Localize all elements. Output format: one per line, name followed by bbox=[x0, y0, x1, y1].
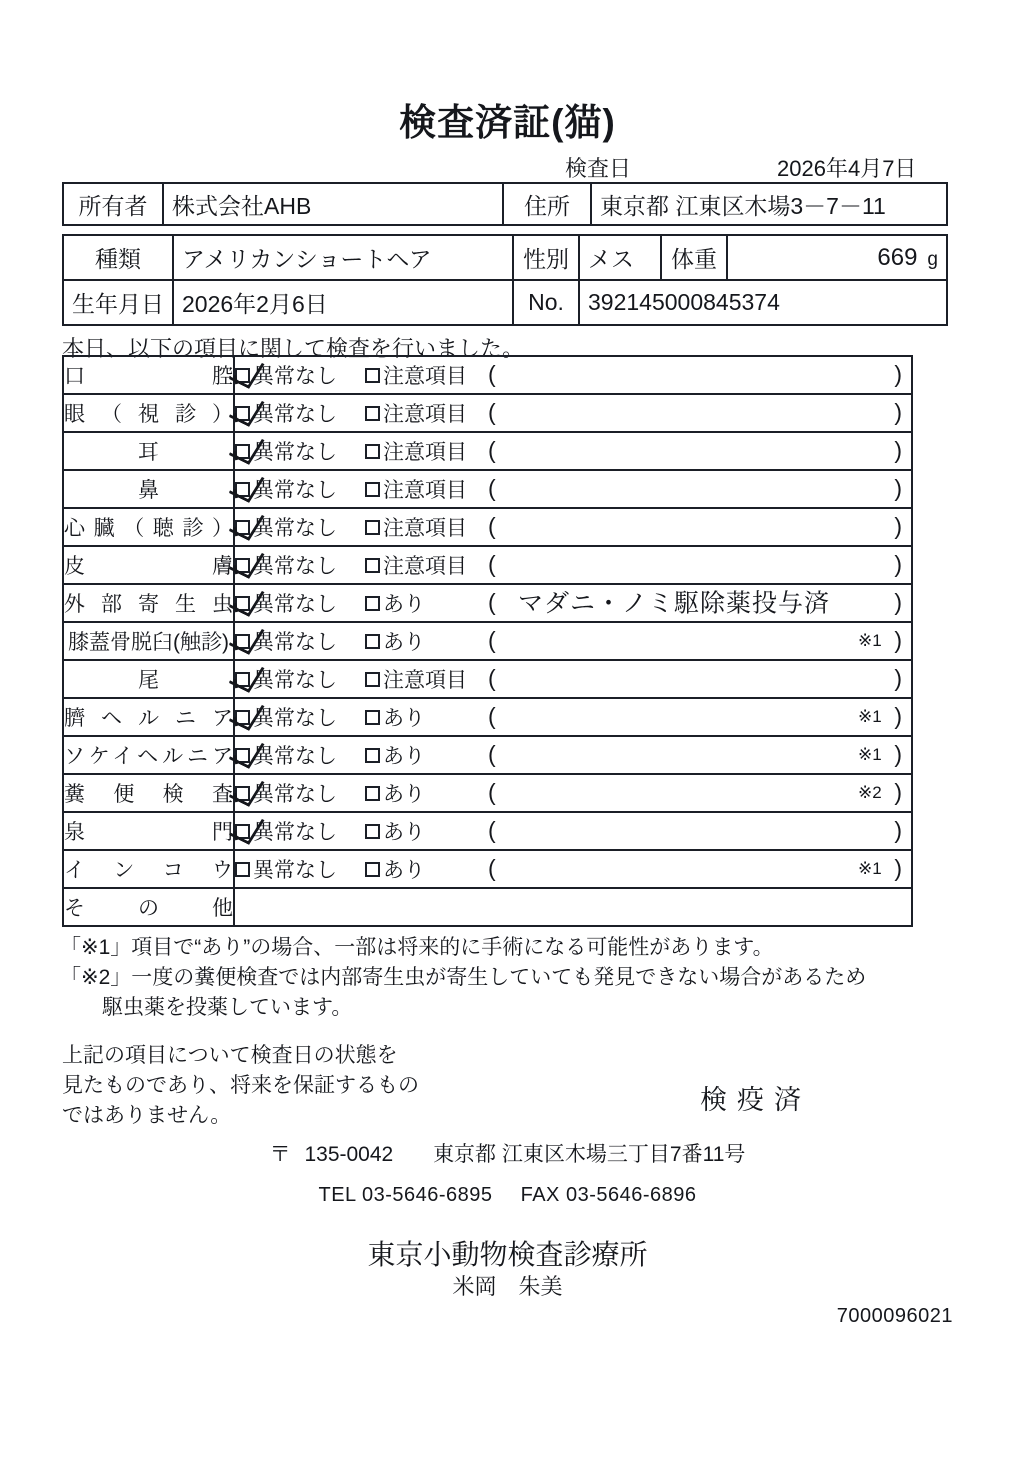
checklist-row bbox=[63, 584, 912, 622]
checklist-row bbox=[63, 508, 912, 546]
normal-option-label: 異常なし bbox=[253, 859, 337, 882]
checklist-row bbox=[63, 736, 912, 774]
checkmark-icon[interactable] bbox=[235, 520, 250, 535]
normal-option-label: 異常なし bbox=[253, 631, 337, 654]
normal-option[interactable] bbox=[235, 816, 337, 846]
paren-open: ( bbox=[488, 436, 496, 463]
checkbox-icon[interactable] bbox=[365, 672, 380, 687]
checkmark-icon[interactable] bbox=[235, 786, 250, 801]
checkmark-icon[interactable] bbox=[235, 710, 250, 725]
paren-close: ) bbox=[894, 664, 902, 691]
normal-option[interactable] bbox=[235, 436, 337, 466]
normal-option[interactable] bbox=[235, 626, 337, 656]
paren-open: ( bbox=[488, 740, 496, 767]
alt-option-label: 注意項目 bbox=[383, 555, 467, 578]
paren-close: ) bbox=[894, 512, 902, 539]
checklist-row bbox=[63, 546, 912, 584]
alt-option-label: 注意項目 bbox=[383, 365, 467, 388]
sex-label: 性別 bbox=[513, 235, 579, 280]
normal-option-label: 異常なし bbox=[253, 403, 337, 426]
normal-option-label: 異常なし bbox=[253, 441, 337, 464]
disclaimer bbox=[62, 1041, 419, 1130]
checklist-options-cell bbox=[234, 508, 912, 546]
footnote-1: 「※1」項目で“あり”の場合、一部は将来的に手術になる可能性があります。 bbox=[60, 936, 774, 959]
footnote-2: 「※2」一度の糞便検査では内部寄生虫が寄生していても発見できない場合があるため bbox=[60, 965, 867, 989]
paren-open: ( bbox=[488, 778, 496, 805]
address-text: 東京都 江東区木場三丁目7番11号 bbox=[433, 1143, 746, 1166]
checklist-options-cell bbox=[234, 470, 912, 508]
paren-open: ( bbox=[488, 550, 496, 577]
checklist-options-cell bbox=[234, 698, 912, 736]
checkbox-icon[interactable] bbox=[365, 558, 380, 573]
weight-unit: g bbox=[927, 248, 938, 270]
inspection-date-row bbox=[62, 152, 948, 183]
paren-open: ( bbox=[488, 702, 496, 729]
alt-option[interactable] bbox=[365, 398, 467, 428]
inspection-date-value: 2026年4月7日 bbox=[777, 156, 917, 181]
checklist-item-label: 尾 bbox=[63, 660, 234, 698]
alt-option-label: あり bbox=[383, 745, 425, 768]
disclaimer-line-1: 上記の項目について検査日の状態を bbox=[62, 1044, 398, 1067]
checklist-item-label: 心臓（聴診） bbox=[63, 508, 234, 546]
weight-label: 体重 bbox=[661, 235, 727, 280]
address-label: 住所 bbox=[503, 183, 591, 225]
paren-open: ( bbox=[488, 588, 496, 615]
checklist-item-label: ソケイヘルニア bbox=[63, 736, 234, 774]
checklist-options-cell bbox=[234, 888, 912, 926]
document-number: 7000096021 bbox=[836, 1305, 953, 1327]
normal-option[interactable] bbox=[235, 398, 337, 428]
alt-option-label: 注意項目 bbox=[383, 479, 467, 502]
alt-option[interactable] bbox=[365, 588, 425, 618]
checkbox-icon[interactable] bbox=[365, 520, 380, 535]
normal-option-label: 異常なし bbox=[253, 517, 337, 540]
paren-open: ( bbox=[488, 474, 496, 501]
alt-option-label: あり bbox=[383, 783, 425, 806]
alt-option[interactable] bbox=[365, 360, 467, 390]
checklist-intro: 本日、以下の項目に関して検査を行いました。 bbox=[62, 336, 525, 361]
paren-open: ( bbox=[488, 626, 496, 653]
checklist-options-cell bbox=[234, 660, 912, 698]
paren-close: ) bbox=[894, 854, 902, 881]
alt-option-label: あり bbox=[383, 631, 425, 654]
alt-option-label: あり bbox=[383, 707, 425, 730]
checkbox-icon[interactable] bbox=[365, 444, 380, 459]
checkmark-icon[interactable] bbox=[235, 368, 250, 383]
checklist-options-cell bbox=[234, 622, 912, 660]
alt-option[interactable] bbox=[365, 474, 467, 504]
birthdate-value: 2026年2月6日 bbox=[173, 280, 513, 325]
checklist-item-label: 皮膚 bbox=[63, 546, 234, 584]
paren-close: ) bbox=[894, 436, 902, 463]
paren-close: ) bbox=[894, 702, 902, 729]
footnote-ref-marker: ※2 bbox=[858, 783, 882, 802]
checklist-item-label: 膝蓋骨脱臼(触診) bbox=[63, 622, 234, 660]
checkmark-icon[interactable] bbox=[235, 748, 250, 763]
checkbox-icon[interactable] bbox=[365, 862, 380, 877]
animal-table bbox=[62, 234, 948, 326]
alt-option[interactable] bbox=[365, 626, 425, 656]
checkbox-icon[interactable] bbox=[365, 710, 380, 725]
birthdate-label: 生年月日 bbox=[63, 280, 173, 325]
normal-option-label: 異常なし bbox=[253, 365, 337, 388]
checkbox-icon[interactable] bbox=[365, 406, 380, 421]
paren-close: ) bbox=[894, 626, 902, 653]
normal-option-label: 異常なし bbox=[253, 821, 337, 844]
checkmark-icon[interactable] bbox=[235, 558, 250, 573]
paren-open: ( bbox=[488, 360, 496, 387]
address-value: 東京都 江東区木場3－7－11 bbox=[591, 183, 947, 225]
checkbox-icon[interactable] bbox=[365, 824, 380, 839]
checklist-options-cell bbox=[234, 812, 912, 850]
owner-value: 株式会社AHB bbox=[163, 183, 503, 225]
checklist-item-label: その他 bbox=[63, 888, 234, 926]
weight-value: 669 bbox=[877, 243, 918, 271]
checklist-row bbox=[63, 660, 912, 698]
checklist-row bbox=[63, 888, 912, 926]
checklist-item-label: 口腔 bbox=[63, 356, 234, 394]
checklist-item-label: 糞便検査 bbox=[63, 774, 234, 812]
disclaimer-line-3: ではありません。 bbox=[62, 1103, 232, 1127]
table-row bbox=[63, 183, 947, 225]
microchip-label: No. bbox=[513, 280, 579, 325]
telephone-number: TEL 03-5646-6895 bbox=[318, 1184, 493, 1206]
checkmark-icon[interactable] bbox=[235, 406, 250, 421]
alt-option[interactable] bbox=[365, 550, 467, 580]
checklist-options-cell bbox=[234, 774, 912, 812]
checkmark-icon[interactable] bbox=[235, 482, 250, 497]
paren-open: ( bbox=[488, 816, 496, 843]
footnotes bbox=[60, 933, 866, 1022]
breed-label: 種類 bbox=[63, 235, 173, 280]
checkmark-icon[interactable] bbox=[235, 444, 250, 459]
checklist-options-cell bbox=[234, 432, 912, 470]
checkmark-icon[interactable] bbox=[235, 824, 250, 839]
checkbox-icon[interactable] bbox=[365, 748, 380, 763]
normal-option-label: 異常なし bbox=[253, 745, 337, 768]
checkbox-icon[interactable] bbox=[365, 786, 380, 801]
paren-open: ( bbox=[488, 512, 496, 539]
owner-table bbox=[62, 182, 948, 226]
sex-value: メス bbox=[579, 235, 661, 280]
normal-option[interactable] bbox=[235, 512, 337, 542]
checkbox-icon[interactable] bbox=[365, 482, 380, 497]
paren-close: ) bbox=[894, 778, 902, 805]
normal-option[interactable] bbox=[235, 702, 337, 732]
checklist-item-label: 鼻 bbox=[63, 470, 234, 508]
clinic-address bbox=[0, 1138, 1015, 1168]
footnote-ref-marker: ※1 bbox=[858, 631, 882, 650]
checklist-row bbox=[63, 432, 912, 470]
paren-close: ) bbox=[894, 474, 902, 501]
paren-open: ( bbox=[488, 398, 496, 425]
alt-option[interactable] bbox=[365, 740, 425, 770]
checklist-item-label: 臍ヘルニア bbox=[63, 698, 234, 736]
alt-option-label: 注意項目 bbox=[383, 441, 467, 464]
normal-option[interactable] bbox=[235, 360, 337, 390]
footnote-2-cont: 駆虫薬を投薬しています。 bbox=[102, 995, 353, 1019]
handwritten-note: マダニ・ノミ駆除薬投与済 bbox=[518, 588, 831, 618]
checklist-item-label: 泉門 bbox=[63, 812, 234, 850]
breed-value: アメリカンショートヘア bbox=[173, 235, 513, 280]
paren-close: ) bbox=[894, 816, 902, 843]
checklist-row bbox=[63, 774, 912, 812]
alt-option-label: 注意項目 bbox=[383, 403, 467, 426]
footnote-ref-marker: ※1 bbox=[858, 745, 882, 764]
alt-option[interactable] bbox=[365, 664, 467, 694]
table-row bbox=[63, 235, 947, 280]
checklist-row bbox=[63, 698, 912, 736]
checklist-table bbox=[62, 355, 913, 927]
normal-option-label: 異常なし bbox=[253, 707, 337, 730]
alt-option[interactable] bbox=[365, 816, 425, 846]
alt-option-label: あり bbox=[383, 859, 425, 882]
checkbox-icon[interactable] bbox=[365, 368, 380, 383]
normal-option[interactable] bbox=[235, 588, 337, 618]
footnote-ref-marker: ※1 bbox=[858, 859, 882, 878]
microchip-value: 392145000845374 bbox=[579, 280, 947, 325]
normal-option[interactable] bbox=[235, 550, 337, 580]
alt-option-label: 注意項目 bbox=[383, 669, 467, 692]
alt-option-label: あり bbox=[383, 821, 425, 844]
checklist-options-cell bbox=[234, 850, 912, 888]
checkmark-icon[interactable] bbox=[235, 672, 250, 687]
disclaimer-line-2: 見たものであり、将来を保証するもの bbox=[62, 1073, 419, 1097]
checklist-row bbox=[63, 470, 912, 508]
postal-mark-icon: 〒 bbox=[269, 1143, 291, 1166]
paren-close: ) bbox=[894, 398, 902, 425]
normal-option-label: 異常なし bbox=[253, 783, 337, 806]
checkbox-icon[interactable] bbox=[365, 596, 380, 611]
checklist-item-label: 耳 bbox=[63, 432, 234, 470]
checkbox-icon[interactable] bbox=[365, 634, 380, 649]
checklist-options-cell bbox=[234, 736, 912, 774]
alt-option[interactable] bbox=[365, 702, 425, 732]
veterinarian-name: 米岡 朱美 bbox=[452, 1274, 563, 1299]
alt-option-label: 注意項目 bbox=[383, 517, 467, 540]
table-row bbox=[63, 280, 947, 325]
checkmark-icon[interactable] bbox=[235, 596, 250, 611]
owner-label: 所有者 bbox=[63, 183, 163, 225]
checklist-row bbox=[63, 812, 912, 850]
paren-open: ( bbox=[488, 854, 496, 881]
checklist-options-cell bbox=[234, 394, 912, 432]
normal-option[interactable] bbox=[235, 854, 337, 884]
normal-option[interactable] bbox=[235, 778, 337, 808]
paren-close: ) bbox=[894, 550, 902, 577]
clinic-contact bbox=[0, 1184, 1015, 1207]
alt-option-label: あり bbox=[383, 593, 425, 616]
alt-option[interactable] bbox=[365, 854, 425, 884]
page-title: 検査済証(猫) bbox=[399, 102, 616, 143]
clinic-name: 東京小動物検査診療所 bbox=[367, 1239, 648, 1270]
checkmark-icon[interactable] bbox=[235, 634, 250, 649]
footnote-ref-marker: ※1 bbox=[858, 707, 882, 726]
postal-code: 135-0042 bbox=[304, 1143, 394, 1166]
checklist-item-label: 外部寄生虫 bbox=[63, 584, 234, 622]
weight-value-cell bbox=[727, 235, 947, 280]
normal-option[interactable] bbox=[235, 740, 337, 770]
paren-open: ( bbox=[488, 664, 496, 691]
inspection-date-label: 検査日 bbox=[565, 156, 632, 181]
checklist-row bbox=[63, 356, 912, 394]
alt-option[interactable] bbox=[365, 778, 425, 808]
paren-close: ) bbox=[894, 740, 902, 767]
checkbox-icon[interactable] bbox=[235, 862, 250, 877]
normal-option-label: 異常なし bbox=[253, 593, 337, 616]
checklist-row bbox=[63, 622, 912, 660]
quarantine-stamp: 検疫済 bbox=[700, 1085, 811, 1115]
paren-close: ) bbox=[894, 588, 902, 615]
checklist-row bbox=[63, 850, 912, 888]
normal-option-label: 異常なし bbox=[253, 479, 337, 502]
checklist-item-label: 眼（視診） bbox=[63, 394, 234, 432]
normal-option-label: 異常なし bbox=[253, 669, 337, 692]
checklist-options-cell bbox=[234, 356, 912, 394]
normal-option[interactable] bbox=[235, 474, 337, 504]
checklist-options-cell bbox=[234, 584, 912, 622]
alt-option[interactable] bbox=[365, 512, 467, 542]
fax-number: FAX 03-5646-6896 bbox=[520, 1184, 697, 1206]
alt-option[interactable] bbox=[365, 436, 467, 466]
normal-option[interactable] bbox=[235, 664, 337, 694]
normal-option-label: 異常なし bbox=[253, 555, 337, 578]
checklist-row bbox=[63, 394, 912, 432]
checklist-options-cell bbox=[234, 546, 912, 584]
checklist-item-label: インコウ bbox=[63, 850, 234, 888]
paren-close: ) bbox=[894, 360, 902, 387]
